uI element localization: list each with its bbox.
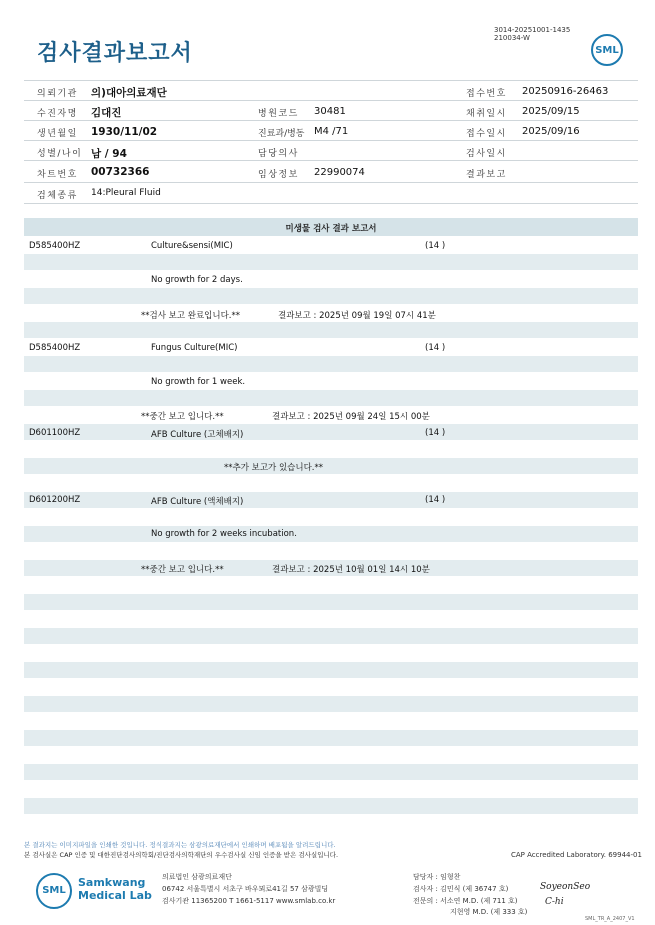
row-band: [24, 798, 638, 814]
row-band: [24, 322, 638, 338]
result-code: D601100HZ: [29, 428, 81, 438]
page-title: 검사결과보고서: [37, 41, 193, 66]
form-code: SML_TR_A_2407_V1: [585, 916, 635, 922]
result-value: No growth for 2 days.: [151, 275, 243, 285]
sex-age-value: 남 / 94: [91, 148, 127, 160]
result-status: **중간 보고 입니다.**: [141, 565, 224, 575]
chart-no-label: 차트번호: [37, 170, 78, 180]
row-band: [24, 288, 638, 304]
row-band: [24, 390, 638, 406]
result-report-label: 결과보고: [466, 170, 507, 180]
result-status: **추가 보고가 있습니다.**: [224, 463, 324, 473]
divider: [24, 100, 638, 101]
dob-label: 생년월일: [37, 129, 78, 139]
name-label: 수진자명: [37, 109, 78, 119]
row-band: [24, 356, 638, 372]
result-code: D585400HZ: [29, 343, 81, 353]
row-band: [24, 424, 638, 440]
document-code: 3014-20251001-1435 210034-W: [494, 26, 571, 42]
result-test-name: Fungus Culture(MIC): [151, 343, 238, 353]
clinical-value: 22990074: [314, 167, 365, 178]
row-band: [24, 458, 638, 474]
dept-label: 진료과/병동: [258, 129, 305, 139]
result-value: No growth for 2 weeks incubation.: [151, 529, 297, 539]
clinical-label: 임상정보: [258, 170, 299, 180]
row-band: [24, 254, 638, 270]
doctor-label: 담당의사: [258, 149, 299, 159]
accreditation-notice: 본 검사실은 CAP 인증 및 대한진단검사의학회/진단검사의학재단의 우수검사실 신임 인증을 받은 검사실입니다.: [24, 851, 339, 859]
org-name: 의료법인 삼광의료재단: [162, 873, 232, 881]
divider: [24, 203, 638, 204]
result-test-name: AFB Culture (고체배지): [151, 430, 244, 440]
receipt-date-value: 2025/09/16: [522, 126, 580, 137]
result-report-time: 결과보고 : 2025년 09월 24일 15시 00분: [272, 412, 430, 422]
row-band: [24, 730, 638, 746]
result-report-time: 결과보고 : 2025년 10월 01일 14시 10분: [272, 565, 430, 575]
signature: SoyeonSeo: [540, 882, 591, 892]
hospital-code-label: 병원코드: [258, 109, 299, 119]
result-report-time: 결과보고 : 2025년 09월 19일 07시 41분: [278, 311, 436, 321]
divider: [24, 80, 638, 81]
print-notice: 본 결과지는 이미지파일을 인쇄한 것입니다. 정식결과지는 삼광의료재단에서 인쇄하며 배포됨을 알려드립니다.: [24, 841, 336, 849]
result-code: D585400HZ: [29, 241, 81, 251]
dob-value: 1930/11/02: [91, 126, 158, 138]
divider: [24, 120, 638, 121]
divider: [24, 160, 638, 161]
specialist: 전문의 : 서소연 M.D. (제 711 호): [413, 897, 518, 905]
manager: 담당자 : 임형찬: [413, 873, 461, 881]
row-band: [24, 696, 638, 712]
specimen-value: 14:Pleural Fluid: [91, 188, 161, 198]
result-count: (14 ): [425, 495, 446, 505]
signature: C-hi: [545, 897, 564, 907]
brand-name: Samkwang Medical Lab: [78, 876, 152, 902]
result-test-name: Culture&sensi(MIC): [151, 241, 233, 251]
chart-no-value: 00732366: [91, 166, 150, 178]
result-count: (14 ): [425, 241, 446, 251]
receipt-no-value: 20250916-26463: [522, 86, 609, 97]
receipt-no-label: 접수번호: [466, 89, 507, 99]
sml-footer-logo: SML: [36, 873, 72, 909]
row-band: [24, 764, 638, 780]
divider: [24, 140, 638, 141]
tester: 검사자 : 김민식 (제 36747 호): [413, 885, 509, 893]
result-status: **중간 보고 입니다.**: [141, 412, 224, 422]
section-header: 미생물 검사 결과 보고서: [24, 218, 638, 236]
org-address: 06742 서울특별시 서초구 바우뫼로41길 57 삼광빌딩: [162, 885, 329, 893]
row-band: [24, 628, 638, 644]
name-value: 김대진: [91, 107, 122, 119]
row-band: [24, 594, 638, 610]
sex-age-label: 성별/나이: [37, 149, 83, 159]
cap-accreditation: CAP Accredited Laboratory. 69944-01: [511, 851, 642, 859]
specialist: 지현영 M.D. (제 333 호): [450, 908, 528, 916]
result-code: D601200HZ: [29, 495, 81, 505]
sml-logo: SML: [591, 34, 623, 66]
collect-date-label: 채취일시: [466, 109, 507, 119]
facility-value: 의)대아의료재단: [91, 87, 167, 99]
result-test-name: AFB Culture (액체배지): [151, 497, 244, 507]
test-date-label: 검사일시: [466, 149, 507, 159]
result-count: (14 ): [425, 428, 446, 438]
facility-label: 의뢰기관: [37, 89, 78, 99]
specimen-label: 검체종류: [37, 191, 78, 201]
row-band: [24, 526, 638, 542]
row-band: [24, 492, 638, 508]
receipt-date-label: 접수일시: [466, 129, 507, 139]
hospital-code-value: 30481: [314, 106, 346, 117]
result-count: (14 ): [425, 343, 446, 353]
divider: [24, 182, 638, 183]
dept-value: M4 /71: [314, 126, 349, 137]
collect-date-value: 2025/09/15: [522, 106, 580, 117]
org-phone: 검사기관 11365200 T 1661-5117 www.smlab.co.kr: [162, 897, 336, 905]
row-band: [24, 662, 638, 678]
result-value: No growth for 1 week.: [151, 377, 246, 387]
result-status: **검사 보고 완료입니다.**: [141, 311, 241, 321]
